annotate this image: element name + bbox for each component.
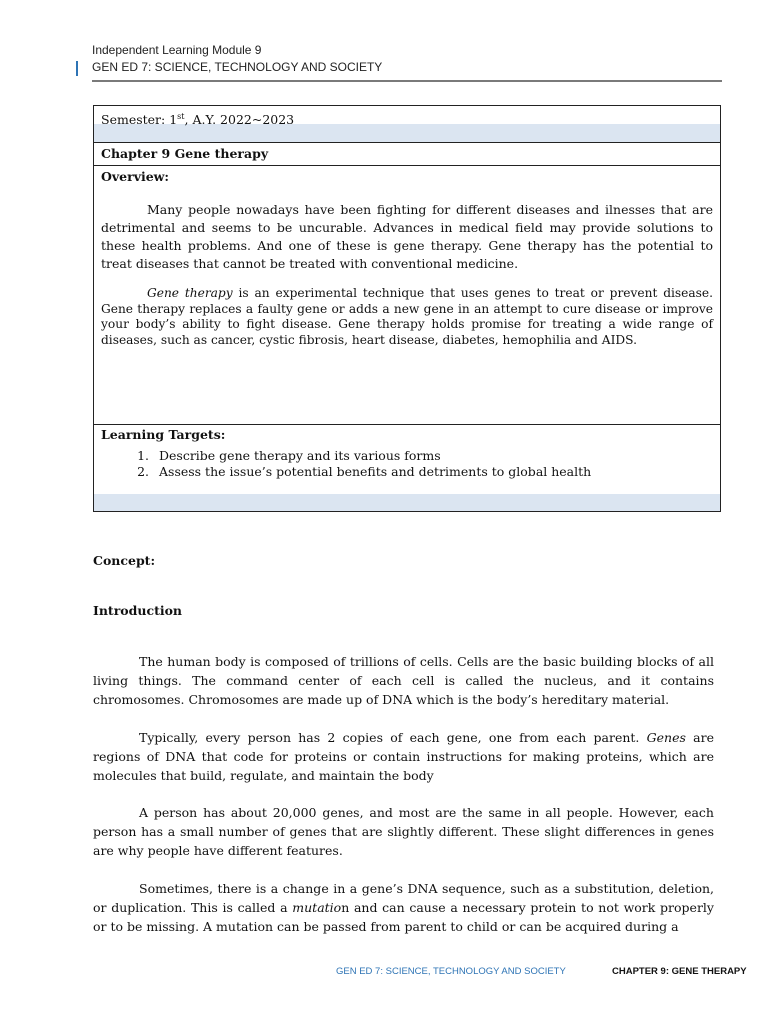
semester-suffix: , A.Y. 2022~2023 bbox=[184, 112, 295, 128]
learning-targets-list bbox=[101, 448, 713, 480]
concept-heading: Concept: bbox=[93, 553, 156, 568]
chapter-title: Chapter 9 Gene therapy bbox=[101, 146, 269, 161]
footer-course: GEN ED 7: SCIENCE, TECHNOLOGY AND SOCIETY bbox=[336, 966, 566, 977]
running-header bbox=[92, 42, 382, 76]
header-accent-bar bbox=[76, 61, 78, 76]
learning-target-item: 2. Assess the issue’s potential benefits and detriments to global health bbox=[153, 464, 713, 480]
overview-heading: Overview: bbox=[101, 169, 170, 184]
introduction-heading: Introduction bbox=[93, 603, 183, 618]
learning-target-item: 1. Describe gene therapy and its various forms bbox=[153, 448, 713, 464]
body-paragraph-1: The human body is composed of trillions of cells. Cells are the basic building blocks of all living things. The command center of each cell is called the nucleus, and it contains chromosomes. Chromosomes are made up of DNA which is the body’s hereditary material. bbox=[93, 654, 714, 707]
overview-row bbox=[94, 166, 720, 425]
overview-paragraph-1: Many people nowadays have been fighting for different diseases and ilnesses that are detrimental and seems to be uncurable. Advances in medical field may provide solutions to these health problems. And one of these is gene therapy. Gene therapy has the potential to treat diseases that cannot be treated with conventional medicine. bbox=[101, 202, 713, 271]
targets-shade-band bbox=[94, 494, 720, 511]
course-label: GEN ED 7: SCIENCE, TECHNOLOGY AND SOCIETY bbox=[92, 60, 383, 74]
body-paragraph-3: A person has about 20,000 genes, and most are the same in all people. However, each person has a small number of genes that are slightly different. These slight differences in genes are why people have different features. bbox=[93, 805, 714, 858]
genes-term: Genes bbox=[646, 730, 686, 745]
gene-therapy-term: Gene therapy bbox=[147, 286, 233, 300]
overview-paragraph-2-text: is an experimental technique that uses genes to treat or prevent disease. Gene therapy replaces a faulty gene or adds a new gene in an attempt to cure disease or improve your body’s ability to fight disease. Gene therapy holds promise for treating a wide range of diseases, such as cancer, cystic fibrosis, heart disease, diabetes, hemophilia and AIDS. bbox=[101, 286, 713, 347]
chapter-row bbox=[94, 143, 720, 166]
body-paragraph-2: Typically, every person has 2 copies of each gene, one from each parent. Genes are regions of DNA that code for proteins or contain instructions for making proteins, which are molecules that build, regulate, and maintain the body bbox=[93, 730, 714, 783]
module-info-table bbox=[93, 105, 721, 512]
semester-row bbox=[94, 106, 720, 143]
semester-sup: st bbox=[177, 112, 185, 121]
body-paragraph-4: Sometimes, there is a change in a gene’s DNA sequence, such as a substitution, deletion, or duplication. This is called a mutation and can cause a necessary protein to not work properly or to be missing. A mutation can be passed from parent to child or can be acquired during a bbox=[93, 881, 714, 934]
semester-prefix: Semester: 1 bbox=[101, 112, 178, 128]
header-divider bbox=[92, 80, 722, 82]
learning-targets-heading: Learning Targets: bbox=[101, 427, 226, 442]
learning-targets-row bbox=[94, 425, 720, 511]
module-label: Independent Learning Module 9 bbox=[92, 43, 262, 57]
overview-paragraph-2 bbox=[101, 273, 713, 348]
footer-chapter: CHAPTER 9: GENE THERAPY bbox=[612, 966, 747, 977]
mutation-term: mutatio bbox=[292, 900, 342, 915]
